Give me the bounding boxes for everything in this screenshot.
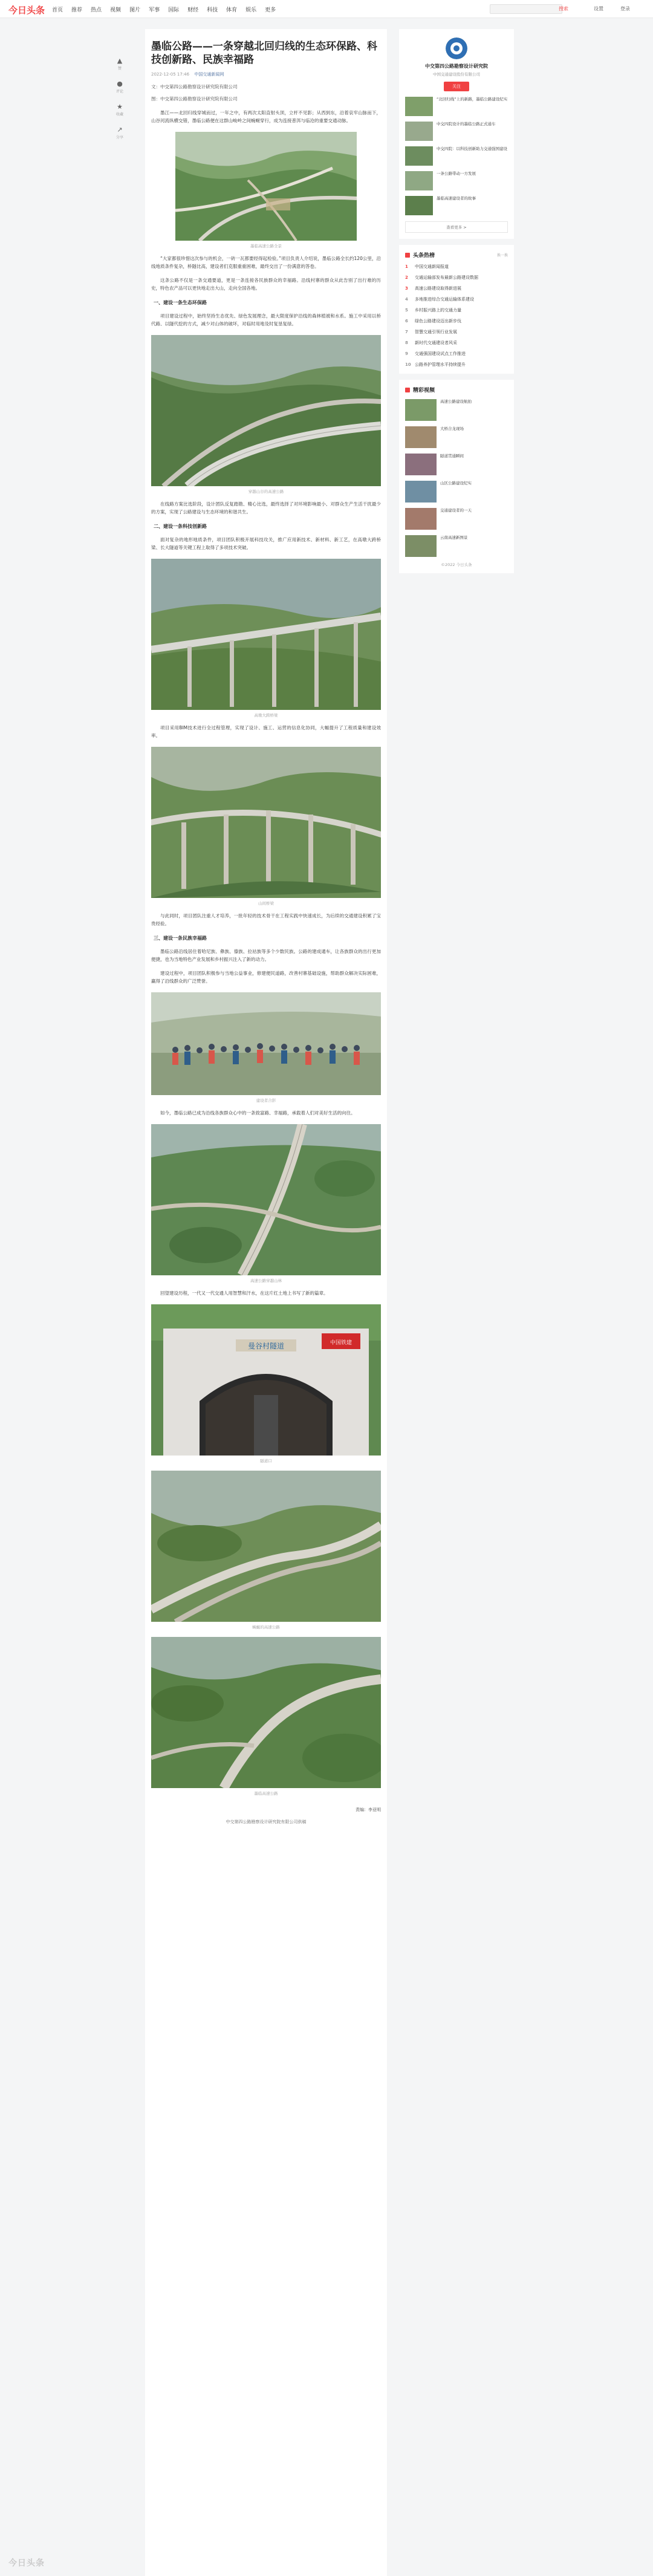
- hot-item[interactable]: 3 高速公路建设取得新进展: [405, 286, 461, 291]
- featured-card: [399, 380, 514, 573]
- comment-button[interactable]: ● 评论: [115, 80, 123, 94]
- settings-link[interactable]: 设置: [594, 6, 603, 11]
- thumbs-up-icon: ▲: [117, 57, 123, 65]
- favorite-button[interactable]: ★ 收藏: [115, 103, 123, 117]
- section-heading: 二、建设一条科技创新路: [154, 524, 207, 529]
- related-title: 中交四院：以科技创新助力交通强国建设: [437, 146, 507, 151]
- video-icon: [405, 388, 410, 392]
- share-icon: ↗: [117, 126, 123, 134]
- related-article[interactable]: [405, 196, 508, 215]
- related-thumb: [405, 196, 433, 215]
- photo-caption: 高墩大跨桥梁: [254, 713, 278, 718]
- comment-icon: ●: [117, 80, 123, 88]
- editor-credit: 责编：李亚明: [356, 1807, 381, 1812]
- byline-text: 文：中交第四公路勘察设计研究院有限公司: [151, 84, 238, 89]
- photo-caption: 墨临高速公路: [254, 1791, 278, 1796]
- winding-highway-photo: [151, 1471, 381, 1622]
- fire-icon: [405, 253, 410, 258]
- brand-sign: 中国铁建: [330, 1340, 352, 1346]
- nav-item[interactable]: 推荐: [71, 7, 83, 13]
- featured-item[interactable]: 交通建设者的一天: [405, 508, 508, 530]
- related-title: 中交四院设计的墨临公路正式通车: [437, 122, 496, 126]
- photo-forest-highway: [151, 1124, 381, 1275]
- hot-item[interactable]: 9 交通强国建设试点工作推进: [405, 351, 466, 356]
- featured-item[interactable]: 云南高速新图景: [405, 535, 508, 557]
- nav-item[interactable]: 更多: [265, 7, 276, 13]
- author-desc: 中国交通建设股份有限公司: [433, 72, 480, 77]
- featured-thumb: [405, 426, 437, 448]
- valley-bridge-photo: [151, 747, 381, 898]
- forest-highway-photo: [151, 1124, 381, 1275]
- article-footer-source: 中交第四公路勘察设计研究院有限公司供稿: [226, 1820, 307, 1824]
- related-article[interactable]: [405, 97, 508, 116]
- featured-thumb: [405, 454, 437, 475]
- photo-caption: 隧道口: [260, 1459, 272, 1463]
- paragraph: 项目建设过程中，始终坚持生态优先、绿色发展理念，最大限度保护沿线的森林植被和水系。施工中采用以桥代路、以隧代挖的方式，减少对山体的破坏，对临时用地及时复垦复绿。: [151, 313, 381, 327]
- right-sidebar: [399, 29, 514, 579]
- related-thumb: [405, 171, 433, 190]
- nav-item[interactable]: 热点: [91, 7, 102, 13]
- photo-tunnel: [151, 1304, 381, 1456]
- paragraph: “大家都很珍惜这次参与的机会，一砖一瓦都要经得起检验。”项目负责人介绍说，墨临公路全长约120公里，沿线地质条件复杂，桥隧比高，建设者们克服重重困难，最终交出了一份满意的答卷。: [151, 256, 381, 269]
- photo-group: [151, 992, 381, 1095]
- top-nav: [52, 5, 276, 13]
- tunnel-name: 曼谷村隧道: [247, 1342, 285, 1350]
- photo-caption: 穿越山谷的高速公路: [248, 489, 284, 494]
- article-toolbar: [112, 57, 127, 140]
- watermark: 今日头条: [8, 2558, 45, 2568]
- hot-item[interactable]: 5 乡村振兴路上的交通力量: [405, 308, 461, 313]
- nav-item[interactable]: 图片: [129, 7, 141, 13]
- nav-item[interactable]: 财经: [187, 7, 199, 13]
- byline-photo: 图：中交第四公路勘察设计研究院有限公司: [151, 96, 238, 102]
- search-button[interactable]: 搜索: [559, 6, 568, 11]
- hot-item[interactable]: 1 中国交通新闻报道: [405, 264, 449, 269]
- highway-photo: [151, 335, 381, 486]
- related-thumb: [405, 97, 433, 116]
- paragraph: 如今，墨临公路已成为沿线各族群众心中的一条致富路、幸福路，承载着人们对美好生活的向往。: [160, 1110, 356, 1116]
- photo-final-highway: [151, 1637, 381, 1788]
- group-photo: [151, 992, 381, 1095]
- article-meta: [151, 71, 381, 77]
- related-title: 一条公路带动一方发展: [437, 171, 476, 176]
- paragraph: 在线路方案比选阶段，设计团队反复踏勘、精心比选，最终选择了对环境影响最小、对群众生产生活干扰最少的方案，实现了公路建设与生态环境的和谐共生。: [151, 501, 381, 515]
- bridge-photo: [151, 559, 381, 710]
- top-bar: [0, 0, 653, 18]
- author-avatar[interactable]: [446, 37, 467, 59]
- hot-item[interactable]: 7 智慧交通引领行业发展: [405, 330, 457, 334]
- paragraph: 建设过程中，项目团队积极参与当地公益事业，修建便民道路，改善村寨基础设施，帮助群众解决实际困难，赢得了沿线群众的广泛赞誉。: [151, 971, 381, 984]
- photo-caption: 蜿蜒的高速公路: [252, 1625, 280, 1630]
- related-title: 墨临高速建设者的故事: [437, 196, 476, 201]
- photo-aerial-interchange: [175, 132, 357, 241]
- paragraph: 这条公路不仅是一条交通要道，更是一条连接各民族群众的幸福路。沿线村寨的群众从此告别了出行难的历史，特色农产品可以更快地走出大山，走向全国各地。: [151, 278, 381, 291]
- paragraph: 墨江——北回归线穿城而过，一年之中，有两次太阳直射头顶，立杆不见影；从西到东，沿着哀牢山脉而下，山谷河流纵横交错，墨临公路便在这群山峻岭之间蜿蜒穿行，成为连接普洱与临沧的重要交通动脉。: [151, 110, 381, 123]
- tunnel-photo: [151, 1304, 381, 1456]
- featured-thumb: [405, 535, 437, 557]
- photo-winding-highway: [151, 1471, 381, 1622]
- section-heading: 三、建设一条民族幸福路: [154, 935, 207, 941]
- hot-list-card: [399, 245, 514, 374]
- article: [145, 29, 387, 2576]
- photo-bridge-piers: [151, 559, 381, 710]
- featured-item[interactable]: 高速公路建设航拍: [405, 399, 508, 421]
- paragraph: 面对复杂的地形地质条件，项目团队积极开展科技攻关，推广应用新技术、新材料、新工艺，在高墩大跨桥梁、长大隧道等关键工程上取得了多项技术突破。: [151, 537, 381, 550]
- nav-item[interactable]: 视频: [110, 7, 122, 13]
- logo-icon: [446, 37, 467, 59]
- hot-list-title: 头条热榜 换一换: [405, 251, 508, 259]
- featured-item[interactable]: 山区公路建设纪实: [405, 481, 508, 503]
- like-button[interactable]: ▲ 赞: [117, 57, 123, 71]
- paragraph: 墨临公路沿线居住着哈尼族、彝族、傣族、拉祜族等多个少数民族。公路的建成通车，让各族群众的出行更加便捷，也为当地特色产业发展和乡村振兴注入了新的动力。: [151, 949, 381, 962]
- aerial-photo: [175, 132, 357, 241]
- featured-thumb: [405, 508, 437, 530]
- hot-item[interactable]: 6 绿色公路建设迈出新步伐: [405, 319, 461, 324]
- photo-caption: 高速公路穿越山林: [250, 1278, 282, 1283]
- nav-item[interactable]: 军事: [149, 7, 160, 13]
- article-source[interactable]: 中国交通新闻网: [194, 72, 224, 77]
- hot-item[interactable]: 8 新时代交通建设者风采: [405, 340, 457, 345]
- nav-item[interactable]: 体育: [226, 7, 238, 13]
- featured-item[interactable]: 大桥合龙现场: [405, 426, 508, 448]
- photo-caption: 山间桥梁: [258, 901, 274, 906]
- paragraph: 回望建设历程，一代又一代交通人用智慧和汗水，在这片红土地上书写了新的篇章。: [160, 1290, 328, 1296]
- final-highway-photo: [151, 1637, 381, 1788]
- related-article[interactable]: [405, 146, 508, 166]
- related-article[interactable]: [405, 122, 508, 141]
- refresh-button[interactable]: 换一换: [496, 253, 508, 258]
- section-heading: 一、建设一条生态环保路: [154, 300, 207, 305]
- site-logo[interactable]: 今日头条: [8, 5, 45, 16]
- nav-item[interactable]: 国际: [168, 7, 180, 13]
- paragraph: 与此同时，项目团队注重人才培养，一批年轻的技术骨干在工程实践中快速成长，为后续的交通建设积累了宝贵经验。: [151, 913, 381, 926]
- featured-title: 精彩视频: [405, 386, 508, 394]
- photo-caption: 建设者合影: [256, 1098, 276, 1103]
- paragraph: 项目采用BIM技术进行全过程管理，实现了设计、施工、运营的信息化协同，大幅提升了工程质量和建设效率。: [151, 725, 381, 738]
- photo-caption: 墨临高速公路全景: [250, 244, 282, 249]
- nav-item[interactable]: 首页: [52, 7, 63, 13]
- featured-thumb: [405, 481, 437, 503]
- featured-thumb: [405, 399, 437, 421]
- login-link[interactable]: 登录: [620, 6, 630, 11]
- sidebar-footer: ©2022 今日头条: [441, 562, 472, 567]
- star-icon: ★: [117, 103, 123, 111]
- publish-date: 2022-12-05 17:46: [151, 72, 190, 77]
- photo-valley-highway: [151, 335, 381, 486]
- featured-item[interactable]: 隧道贯通瞬间: [405, 454, 508, 475]
- nav-item[interactable]: 科技: [207, 7, 218, 13]
- hot-item[interactable]: 10 公路养护管理水平持续提升: [405, 362, 466, 367]
- hot-item[interactable]: 4 多地推进综合交通运输体系建设: [405, 297, 474, 302]
- related-thumb: [405, 146, 433, 166]
- follow-button[interactable]: 关注: [444, 82, 469, 91]
- related-thumb: [405, 122, 433, 141]
- related-title: “北回归线”上的新路，墨临公路建设纪实: [437, 97, 508, 102]
- article-title: 墨临公路——一条穿越北回归线的生态环保路、科技创新路、民族幸福路: [151, 41, 377, 66]
- hot-item[interactable]: 2 交通运输部发布最新公路建设数据: [405, 275, 478, 280]
- more-button[interactable]: 查看更多 >: [405, 221, 508, 233]
- author-card: [399, 29, 514, 239]
- photo-valley-bridge: [151, 747, 381, 898]
- share-button[interactable]: ↗ 分享: [115, 126, 123, 140]
- nav-item[interactable]: 娱乐: [245, 7, 257, 13]
- related-article[interactable]: [405, 171, 508, 190]
- author-name[interactable]: 中交第四公路勘察设计研究院: [425, 63, 488, 69]
